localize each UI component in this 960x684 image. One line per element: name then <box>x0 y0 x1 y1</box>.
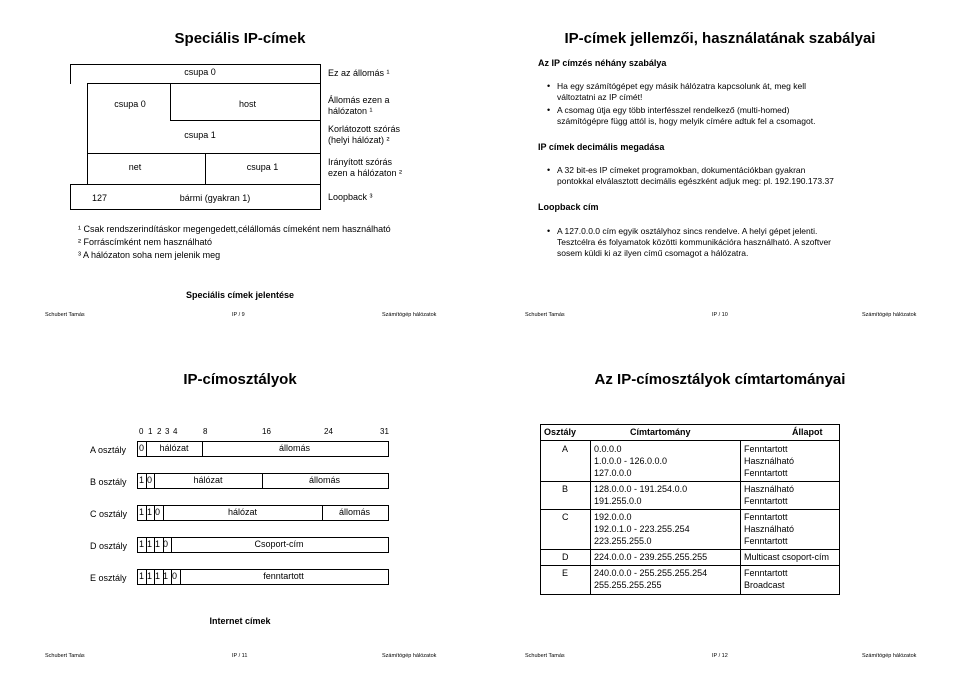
field-net: hálózat <box>159 443 189 453</box>
note-1: ¹ Csak rendszerindításkor megengedett,célállomás címeként nem használható <box>78 224 391 234</box>
footer-author: Schubert Tamás <box>525 653 565 659</box>
field-host: állomás <box>278 443 310 453</box>
col-header-class: Osztály <box>544 427 577 437</box>
slide-title: IP-címek jellemzői, használatának szabályai <box>564 30 876 47</box>
cell-range: 255.255.255.255 <box>594 580 662 590</box>
list-decimal <box>545 165 945 187</box>
footer-course: Számítógép hálózatok <box>862 653 917 659</box>
cell-state: Fenntartott <box>744 468 788 478</box>
bit: 1 <box>139 539 145 549</box>
bit: 0 <box>139 443 145 453</box>
cell-state: Broadcast <box>744 580 785 590</box>
bit: 1 <box>163 571 169 581</box>
desc-host-line2: hálózaton ¹ <box>328 106 373 116</box>
field-host: állomás <box>308 475 340 485</box>
desc-limited-line2: (helyi hálózat) ² <box>328 135 390 145</box>
cell-range: 223.255.255.0 <box>594 536 652 546</box>
bit-label: 31 <box>380 427 389 436</box>
cell-state: Fenntartott <box>744 496 788 506</box>
field-group-address: Csoport-cím <box>254 539 304 549</box>
bit: 1 <box>147 571 153 581</box>
cell-class: B <box>562 484 569 494</box>
cell-range: 192.0.1.0 - 223.255.254 <box>594 524 690 534</box>
slide-title: Speciális IP-címek <box>174 30 306 47</box>
heading-rules: Az IP címzés néhány szabálya <box>538 58 667 68</box>
slide-caption: Speciális címek jelentése <box>185 290 295 300</box>
footer-course: Számítógép hálózatok <box>382 653 437 659</box>
footer-author: Schubert Tamás <box>45 653 85 659</box>
bit: 0 <box>155 507 161 517</box>
footer-author: Schubert Tamás <box>525 312 565 318</box>
bit: 1 <box>155 539 161 549</box>
bit: 0 <box>172 571 178 581</box>
cell-state: Használható <box>744 484 795 494</box>
desc-host-line1: Állomás ezen a <box>328 95 390 105</box>
cell-csupa0-a: csupa 0 <box>184 67 216 77</box>
cell-state: Multicast csoport-cím <box>744 552 830 562</box>
desc-this-host: Ez az állomás ¹ <box>328 68 390 78</box>
cell-range: 0.0.0.0 <box>594 444 622 454</box>
footer-page: IP / 10 <box>712 312 728 318</box>
cell-range: 128.0.0.0 - 191.254.0.0 <box>594 484 688 494</box>
desc-directed-line2: ezen a hálózaton ² <box>328 168 403 178</box>
footer-course: Számítógép hálózatok <box>382 312 437 318</box>
class-label-e: E osztály <box>90 573 127 583</box>
bit-label: 0 <box>139 427 144 436</box>
cell-range: 192.0.0.0 <box>594 512 632 522</box>
bit-label: 8 <box>203 427 208 436</box>
bit: 1 <box>147 507 153 517</box>
cell-range: 1.0.0.0 - 126.0.0.0 <box>594 456 668 466</box>
list-item: • Ha egy számítógépet egy másik hálózatra kapcsolunk át, meg kell változtatni az IP címét! <box>545 81 925 103</box>
col-header-range: Címtartomány <box>630 427 691 437</box>
class-label-b: B osztály <box>90 477 127 487</box>
bit: 1 <box>139 571 145 581</box>
bit: 0 <box>163 539 169 549</box>
cell-host: host <box>238 99 256 109</box>
bit: 1 <box>139 475 145 485</box>
heading-decimal: IP címek decimális megadása <box>538 142 665 152</box>
cell-127: 127 <box>92 193 108 203</box>
list-item: • A csomag útja egy több interfésszel rendelkező (multi-homed) számítógépre függ attól is, hogy melyik címére adtuk fel a csomagot. <box>545 105 925 127</box>
list-loopback <box>545 226 945 259</box>
field-host: állomás <box>338 507 370 517</box>
desc-limited-line1: Korlátozott szórás <box>328 124 401 134</box>
desc-loopback: Loopback ³ <box>328 192 373 202</box>
field-reserved: fenntartott <box>263 571 304 581</box>
footer-page: IP / 12 <box>712 653 728 659</box>
cell-state: Fenntartott <box>744 568 788 578</box>
footer-author: Schubert Tamás <box>45 312 85 318</box>
bit-label: 4 <box>173 427 178 436</box>
slide-caption: Internet címek <box>209 616 271 626</box>
cell-state: Fenntartott <box>744 444 788 454</box>
desc-directed-line1: Irányított szórás <box>328 157 393 167</box>
cell-state: Fenntartott <box>744 536 788 546</box>
list-item: • A 32 bit-es IP címeket programokban, dokumentációkban gyakran pontokkal elválasztott decimális egészként adjuk meg: pl. 192.190.173.37 <box>545 165 945 187</box>
slide-title: Az IP-címosztályok címtartományai <box>594 371 846 388</box>
footer-page: IP / 9 <box>232 312 245 318</box>
cell-range: 240.0.0.0 - 255.255.255.254 <box>594 568 708 578</box>
cell-range: 127.0.0.0 <box>594 468 632 478</box>
bit: 1 <box>155 571 161 581</box>
class-label-a: A osztály <box>90 445 127 455</box>
list-item: • A 127.0.0.0 cím egyik osztályhoz sincs rendelve. A helyi gépet jelenti. Tesztcélra és folyamatok közötti kommunikációra használható. A szoftver sosem küldi ki az ilyen című csomagot a hálózatra. <box>545 226 945 259</box>
heading-loopback: Loopback cím <box>538 202 599 212</box>
cell-barmi: bármi (gyakran 1) <box>179 193 251 203</box>
cell-state: Használható <box>744 524 795 534</box>
cell-range: 191.255.0.0 <box>594 496 642 506</box>
bit: 0 <box>147 475 153 485</box>
list-rules <box>545 81 925 127</box>
cell-csupa0-b: csupa 0 <box>114 99 146 109</box>
footer-course: Számítógép hálózatok <box>862 312 917 318</box>
slide-title: IP-címosztályok <box>183 371 297 388</box>
bit-label: 16 <box>262 427 271 436</box>
cell-net: net <box>128 162 142 172</box>
cell-class: C <box>562 512 569 522</box>
footer-page: IP / 11 <box>232 653 248 659</box>
bit-label: 24 <box>324 427 333 436</box>
bit-label: 1 <box>148 427 153 436</box>
cell-range: 224.0.0.0 - 239.255.255.255 <box>594 552 708 562</box>
bit-label: 3 <box>165 427 170 436</box>
cell-state: Fenntartott <box>744 512 788 522</box>
note-3: ³ A hálózaton soha nem jelenik meg <box>78 250 221 260</box>
cell-class: D <box>562 552 569 562</box>
cell-class: A <box>562 444 569 454</box>
cell-state: Használható <box>744 456 795 466</box>
bit-label: 2 <box>157 427 162 436</box>
bit: 1 <box>147 539 153 549</box>
col-header-state: Állapot <box>792 427 823 437</box>
class-label-d: D osztály <box>90 541 128 551</box>
class-label-c: C osztály <box>90 509 128 519</box>
cell-csupa1-a: csupa 1 <box>184 130 216 140</box>
bit: 1 <box>139 507 145 517</box>
note-2: ² Forráscímként nem használható <box>78 237 213 247</box>
field-net: hálózat <box>193 475 223 485</box>
cell-class: E <box>562 568 569 578</box>
field-net: hálózat <box>227 507 258 517</box>
cell-csupa1-b: csupa 1 <box>246 162 279 172</box>
